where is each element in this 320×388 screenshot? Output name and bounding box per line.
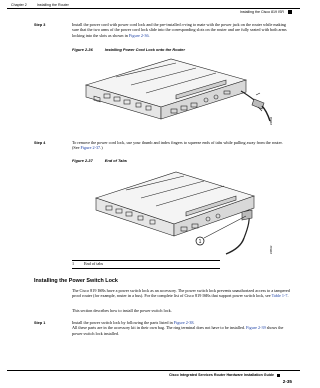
footer-title: Cisco Integrated Services Router Hardware Installation Guide	[168, 373, 274, 377]
figure-2-38-link[interactable]: Figure 2-38	[173, 320, 194, 325]
section-para2: This section describes how to install the power switch lock.	[72, 308, 172, 313]
header-marker	[288, 10, 292, 14]
running-head: Installing the Cisco 819 ISR	[239, 10, 284, 14]
step3-text: Install the power cord with power cord lock and the pre-installed o-ring to mate with the power jack on the router while making sure that the two arms of the power cord lock slide into the corresponding slots on the router and are fully seated with both arms locking into the slots as shown in Figure 2-36.	[72, 22, 287, 38]
figure36-title: Installing Power Cord Lock onto the Router	[104, 47, 185, 52]
figure36-number: Figure 2-36	[72, 47, 93, 52]
footer-rule	[7, 370, 300, 371]
callout-1-number: 1	[198, 239, 202, 245]
figure36-image	[76, 55, 276, 130]
chapter-title: Installing the Router	[36, 3, 69, 7]
figure-2-36-link[interactable]: Figure 2-36	[128, 32, 149, 38]
step3-label: Step 3	[34, 23, 46, 27]
chapter-label	[11, 3, 69, 7]
section-para1: The Cisco 819 ISRs have a power switch lock as an accessory. The power switch lock prevents unauthorized access to a tampered proof router (for example, router in a bus). For the complete list of Cisco 819 ISRs that support power switch lock, see Table 1-7.	[72, 288, 290, 299]
figure37-number: Figure 2-37	[72, 158, 93, 163]
chapter-number: Chapter 2	[11, 3, 27, 7]
figure36-caption	[72, 47, 185, 52]
figure36-id: 245611	[270, 116, 273, 125]
figure-2-37-link[interactable]: Figure 2-37	[80, 145, 101, 151]
legend-bottom-rule	[72, 268, 220, 269]
legend-number: 1	[72, 261, 75, 266]
figure37-image	[76, 166, 276, 258]
page-number: 2-35	[282, 379, 292, 384]
footer-page-marker	[277, 374, 280, 377]
figure37-caption	[72, 158, 127, 163]
step1-text: Install the power switch lock by following the parts listed in Figure 2-38. All these parts are in the accessory kit in their own bag. The ring terminal does not have to be installed. Figure 2-39 shows the power switch lock installed.	[72, 320, 284, 336]
figure37-id: 245612	[270, 245, 273, 254]
header-top-bar	[7, 8, 300, 9]
step1-label: Step 1	[34, 321, 46, 325]
figure-2-39-link[interactable]: Figure 2-39	[246, 325, 266, 331]
legend-row	[72, 261, 220, 266]
legend-text: End of tabs	[84, 261, 104, 266]
o-ring-o: o	[181, 22, 184, 27]
section-heading: Installing the Power Switch Lock	[34, 278, 118, 284]
table-1-7-link[interactable]: Table 1-7	[271, 293, 288, 299]
figure37-title: End of Tabs	[104, 158, 127, 163]
step4-label: Step 4	[34, 141, 46, 145]
step4-text: To remove the power cord lock, use your thumb and index fingers to squeeze ends of tabs while pulling away from the router. (See Figure 2-37.)	[72, 140, 283, 151]
